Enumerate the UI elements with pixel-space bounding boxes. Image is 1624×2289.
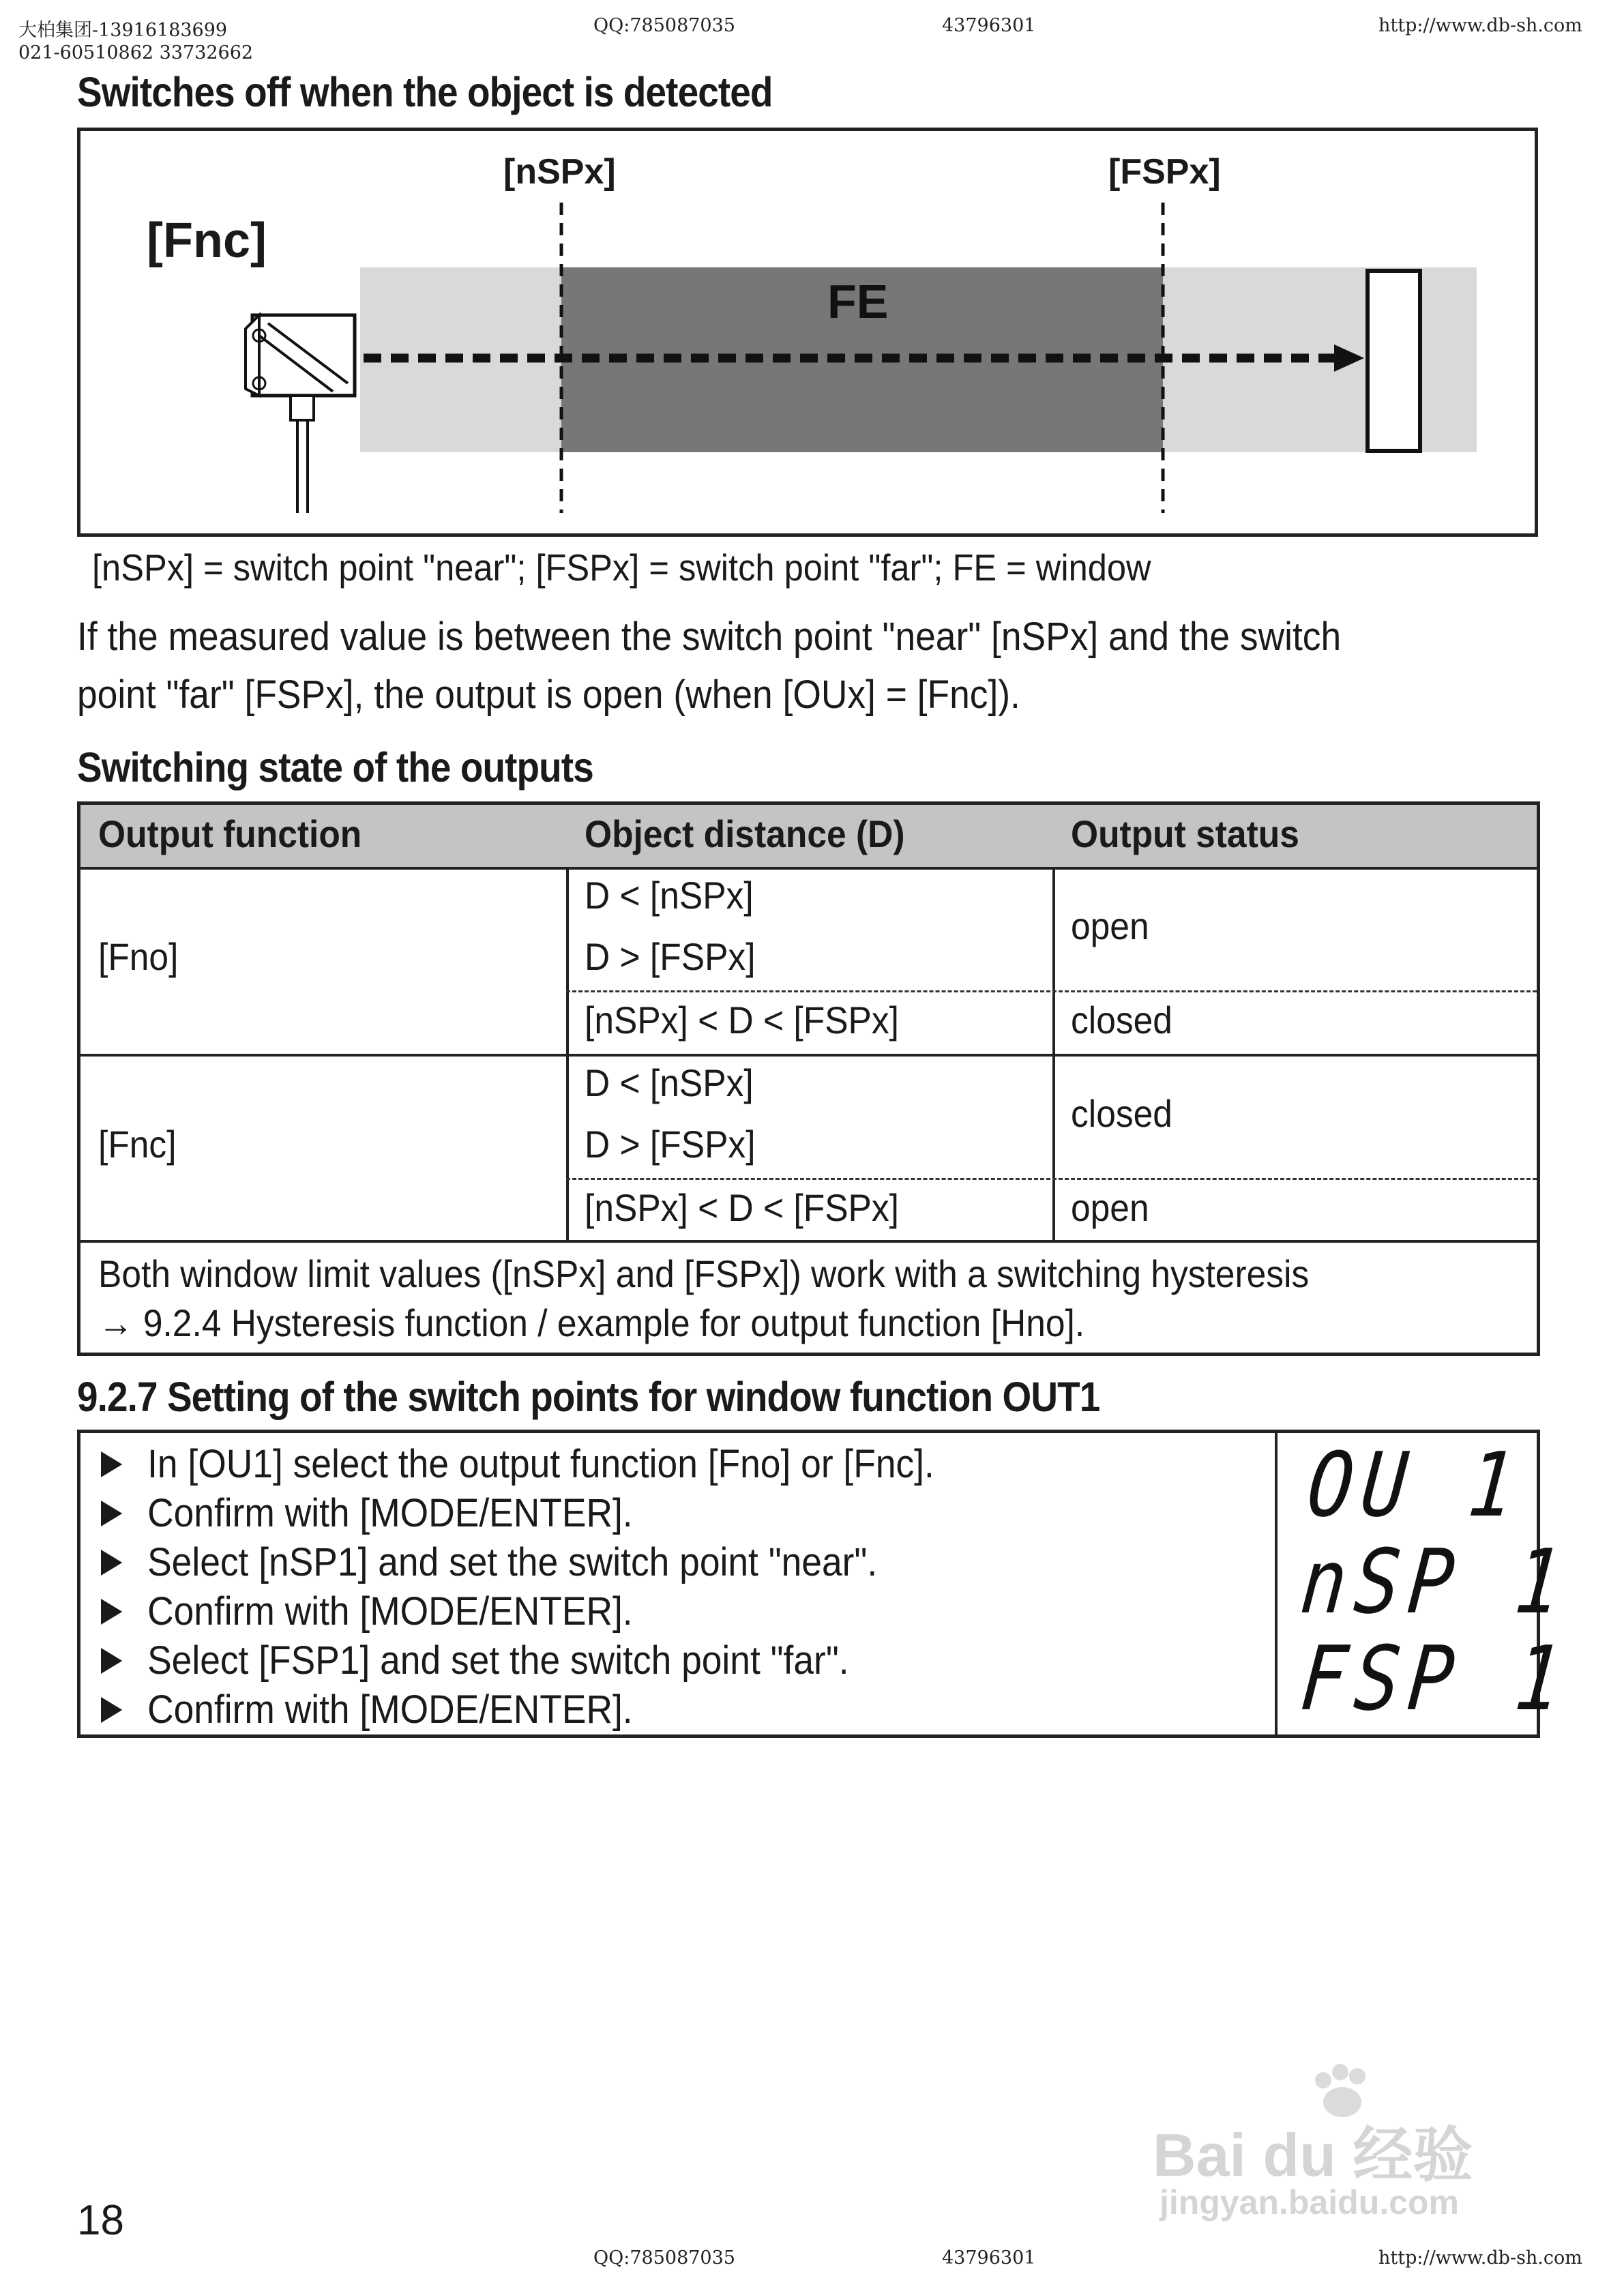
step-text: Select [FSP1] and set the switch point "far". (147, 1638, 849, 1683)
window-label: FE (827, 275, 889, 328)
row-fno-function: [Fno] (98, 935, 179, 978)
page-number: 18 (77, 2197, 124, 2244)
diagram-svg (80, 131, 1535, 533)
footer-qq: QQ:785087035 (593, 2247, 735, 2269)
header-phones: 021-60510862 33732662 (18, 42, 254, 63)
row-fno-dashed-divider (566, 990, 1537, 992)
row-fnc-dist-c: [nSPx] < D < [FSPx] (585, 1186, 899, 1229)
footer-url: http://www.db-sh.com (1378, 2247, 1582, 2269)
header-qq: QQ:785087035 (593, 15, 735, 36)
row-fnc-dashed-divider (566, 1178, 1537, 1180)
diagram-caption: [nSPx] = switch point "near"; [FSPx] = switch point "far"; FE = window (92, 546, 1151, 589)
step-text: Confirm with [MODE/ENTER]. (147, 1589, 633, 1634)
row-fnc-dist-a: D < [nSPx] (585, 1061, 754, 1104)
table-note-line-1: Both window limit values ([nSPx] and [FSPx]) work with a switching hysteresis (98, 1252, 1310, 1295)
far-label: [FSPx] (1108, 152, 1221, 192)
step-item (101, 1490, 633, 1536)
display-ou1: OU 1 (1303, 1433, 1527, 1537)
switching-state-table (77, 801, 1540, 1356)
bullet-arrow-icon (101, 1599, 122, 1625)
note-divider (80, 1240, 1537, 1243)
display-nsp1: nSP 1 (1297, 1530, 1574, 1634)
near-label: [nSPx] (503, 152, 616, 192)
row-fnc-status-a: closed (1071, 1092, 1172, 1135)
watermark-brand: Bai du 经验 (1153, 2121, 1473, 2189)
watermark-url: jingyan.baidu.com (1160, 2183, 1459, 2221)
row-fnc-status-c: open (1071, 1186, 1149, 1229)
steps-box (77, 1430, 1574, 1738)
row-fno-dist-b: D > [FSPx] (585, 935, 756, 978)
table-title: Switching state of the outputs (77, 744, 593, 791)
function-label: [Fnc] (147, 213, 267, 268)
step-text: Confirm with [MODE/ENTER]. (147, 1491, 633, 1535)
header-output-function: Output function (98, 812, 362, 855)
target-object (1368, 271, 1420, 451)
step-item (101, 1638, 849, 1683)
header-url: http://www.db-sh.com (1378, 15, 1582, 36)
step-text: Confirm with [MODE/ENTER]. (147, 1687, 633, 1732)
baidu-watermark (1132, 2060, 1541, 2237)
row-fno-dist-c: [nSPx] < D < [FSPx] (585, 999, 899, 1042)
bullet-arrow-icon (101, 1697, 122, 1723)
section-title: Switches off when the object is detected (77, 69, 773, 115)
bullet-arrow-icon (101, 1451, 122, 1477)
display-fsp1: FSP 1 (1297, 1627, 1574, 1730)
paragraph-line-1: If the measured value is between the switch point "near" [nSPx] and the switch (77, 615, 1342, 659)
step-item (101, 1539, 877, 1585)
table-note-line-2: → 9.2.4 Hysteresis function / example for output function [Hno]. (98, 1301, 1085, 1344)
header-output-status: Output status (1071, 812, 1299, 855)
step-item (101, 1589, 633, 1634)
row-fnc-dist-b: D > [FSPx] (585, 1123, 756, 1166)
row-fno-dist-a: D < [nSPx] (585, 874, 754, 917)
header-company: 大柏集团-13916183699 (18, 20, 228, 41)
step-item (101, 1441, 934, 1487)
bullet-arrow-icon (101, 1550, 122, 1576)
sensor-icon (246, 315, 355, 513)
step-text: Select [nSP1] and set the switch point "near". (147, 1540, 878, 1584)
bullet-arrow-icon (101, 1501, 122, 1526)
header-divider (80, 867, 1537, 870)
header-number: 43796301 (942, 15, 1036, 36)
bullet-arrow-icon (101, 1648, 122, 1674)
header-object-distance: Object distance (D) (585, 812, 905, 855)
row-fno-status-c: closed (1071, 999, 1172, 1042)
subsection-title: 9.2.7 Setting of the switch points for window function OUT1 (77, 1374, 1100, 1420)
window-diagram (77, 128, 1538, 537)
footer-number: 43796301 (942, 2247, 1036, 2269)
row-fno-status-a: open (1071, 904, 1149, 947)
display-divider (1275, 1433, 1278, 1734)
paragraph-line-2: point "far" [FSPx], the output is open (when [OUx] = [Fnc]). (77, 673, 1020, 717)
step-item (101, 1687, 633, 1732)
row-fnc-function: [Fnc] (98, 1123, 177, 1166)
row-divider (80, 1054, 1537, 1057)
step-text: In [OU1] select the output function [Fno] or [Fnc]. (147, 1442, 934, 1486)
